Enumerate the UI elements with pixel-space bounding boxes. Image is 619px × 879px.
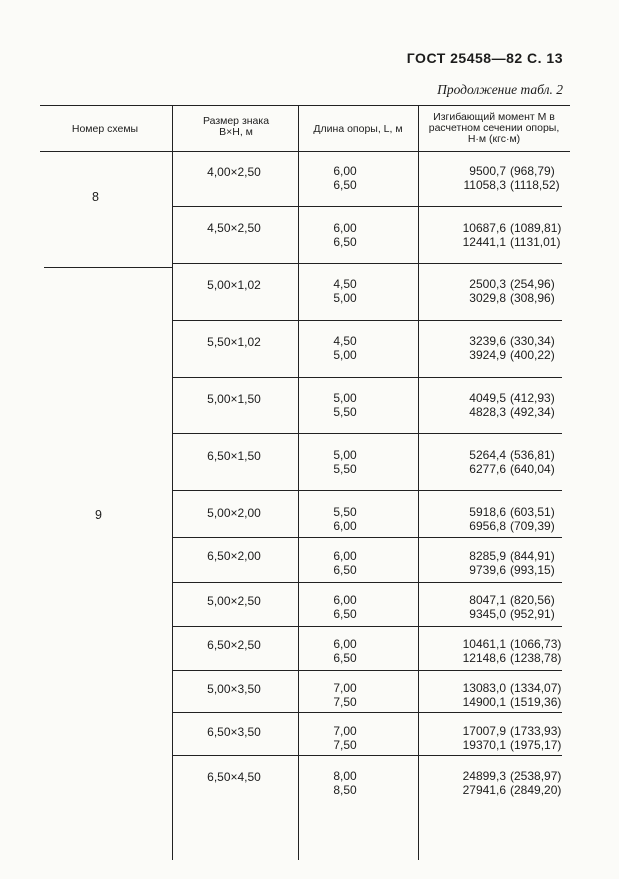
moment-cell: 4828,3 (469, 405, 506, 419)
moment-cell: 3029,8 (469, 291, 506, 305)
header-length: Длина опоры, L, м (313, 123, 403, 135)
moment-cell: 9345,0 (469, 607, 506, 621)
row-group-rule (172, 206, 562, 207)
moment-kgf-cell: (308,96) (510, 291, 555, 305)
moment-kgf-cell: (492,34) (510, 405, 555, 419)
moment-kgf-cell: (968,79) (510, 164, 555, 178)
moment-kgf-cell: (400,22) (510, 348, 555, 362)
moment-cell: 14900,1 (462, 695, 506, 709)
moment-cell: 8285,9 (469, 549, 506, 563)
length-cell: 7,00 (333, 681, 357, 695)
length-cell: 6,00 (333, 519, 357, 533)
size-cell: 5,50×1,02 (207, 335, 261, 349)
table-top-rule (40, 105, 570, 106)
length-cell: 6,00 (333, 221, 357, 235)
row-group-rule (172, 377, 562, 378)
row-group-rule (172, 755, 562, 756)
moment-kgf-cell: (952,91) (510, 607, 555, 621)
moment-kgf-cell: (536,81) (510, 448, 555, 462)
moment-kgf-cell: (844,91) (510, 549, 555, 563)
length-cell: 8,00 (333, 769, 357, 783)
size-cell: 5,00×2,50 (207, 594, 261, 608)
moment-cell: 6277,6 (469, 462, 506, 476)
moment-kgf-cell: (1118,52) (510, 178, 560, 192)
row-group-rule (172, 320, 562, 321)
moment-kgf-cell: (1975,17) (510, 738, 562, 752)
moment-kgf-cell: (820,56) (510, 593, 555, 607)
moment-cell: 12148,6 (462, 651, 506, 665)
moment-cell: 11058,3 (463, 178, 506, 192)
moment-cell: 3924,9 (469, 348, 506, 362)
size-cell: 6,50×1,50 (207, 449, 261, 463)
size-cell: 5,00×3,50 (207, 682, 261, 696)
standard-header: ГОСТ 25458—82 С. 13 (406, 50, 563, 66)
length-cell: 5,00 (333, 348, 357, 362)
moment-cell: 17007,9 (462, 724, 506, 738)
header-size: Размер знака B×H, м (202, 115, 270, 138)
moment-cell: 13083,0 (462, 681, 506, 695)
length-cell: 6,00 (333, 549, 357, 563)
size-cell: 6,50×2,00 (207, 549, 261, 563)
header-moment: Изгибающий момент M в расчетном сечении опоры, Н·м (кгс·м) (428, 111, 560, 145)
length-cell: 5,50 (333, 405, 357, 419)
length-cell: 6,50 (333, 235, 357, 249)
length-cell: 5,00 (333, 291, 357, 305)
size-cell: 5,00×2,00 (207, 506, 261, 520)
moment-cell: 5918,6 (469, 505, 506, 519)
length-cell: 5,00 (333, 391, 357, 405)
length-cell: 8,50 (333, 783, 357, 797)
table-continuation-label: Продолжение табл. 2 (437, 82, 563, 97)
row-group-rule (172, 490, 562, 491)
moment-cell: 3239,6 (469, 334, 506, 348)
size-cell: 4,50×2,50 (207, 221, 261, 235)
header-bottom-rule (40, 151, 570, 152)
moment-cell: 2500,3 (469, 277, 506, 291)
moment-kgf-cell: (1733,93) (510, 724, 562, 738)
length-cell: 5,50 (333, 462, 357, 476)
moment-cell: 8047,1 (469, 593, 506, 607)
moment-kgf-cell: (1131,01) (510, 235, 561, 249)
moment-cell: 5264,4 (469, 448, 506, 462)
column-divider-2 (298, 105, 299, 860)
length-cell: 5,00 (333, 448, 357, 462)
scheme-divider-rule (44, 267, 172, 268)
moment-kgf-cell: (709,39) (510, 519, 555, 533)
row-group-rule (172, 712, 562, 713)
row-group-rule (172, 263, 562, 264)
row-group-rule (172, 670, 562, 671)
column-divider-1 (172, 105, 173, 860)
size-cell: 6,50×4,50 (207, 770, 261, 784)
size-cell: 4,00×2,50 (207, 165, 261, 179)
length-cell: 6,00 (333, 637, 357, 651)
length-cell: 6,50 (333, 607, 357, 621)
length-cell: 6,50 (333, 651, 357, 665)
moment-kgf-cell: (330,34) (510, 334, 555, 348)
moment-cell: 9500,7 (469, 164, 506, 178)
moment-cell: 6956,8 (469, 519, 506, 533)
header-scheme: Номер схемы (71, 123, 139, 135)
length-cell: 6,00 (333, 593, 357, 607)
length-cell: 7,00 (333, 724, 357, 738)
row-group-rule (172, 582, 562, 583)
scheme-label: 8 (92, 190, 99, 204)
length-cell: 4,50 (333, 277, 357, 291)
row-group-rule (172, 537, 562, 538)
moment-cell: 27941,6 (462, 783, 506, 797)
scheme-label: 9 (95, 508, 102, 522)
moment-cell: 4049,5 (469, 391, 506, 405)
moment-cell: 10461,1 (462, 637, 506, 651)
length-cell: 4,50 (333, 334, 357, 348)
moment-cell: 10687,6 (462, 221, 506, 235)
moment-cell: 19370,1 (462, 738, 506, 752)
moment-kgf-cell: (1238,78) (510, 651, 562, 665)
length-cell: 6,00 (333, 164, 357, 178)
moment-kgf-cell: (603,51) (510, 505, 555, 519)
length-cell: 5,50 (333, 505, 357, 519)
moment-kgf-cell: (1066,73) (510, 637, 562, 651)
size-cell: 5,00×1,50 (207, 392, 261, 406)
row-group-rule (172, 626, 562, 627)
size-cell: 6,50×2,50 (207, 638, 261, 652)
moment-cell: 12441,1 (462, 235, 506, 249)
row-group-rule (172, 433, 562, 434)
moment-kgf-cell: (1519,36) (510, 695, 562, 709)
size-cell: 5,00×1,02 (207, 278, 261, 292)
moment-kgf-cell: (412,93) (510, 391, 555, 405)
moment-cell: 9739,6 (469, 563, 506, 577)
size-cell: 6,50×3,50 (207, 725, 261, 739)
length-cell: 6,50 (333, 178, 357, 192)
length-cell: 6,50 (333, 563, 357, 577)
moment-cell: 24899,3 (462, 769, 506, 783)
moment-kgf-cell: (2538,97) (510, 769, 562, 783)
moment-kgf-cell: (2849,20) (510, 783, 562, 797)
length-cell: 7,50 (333, 695, 357, 709)
moment-kgf-cell: (993,15) (510, 563, 555, 577)
moment-kgf-cell: (254,96) (510, 277, 555, 291)
moment-kgf-cell: (1089,81) (510, 221, 562, 235)
moment-kgf-cell: (640,04) (510, 462, 555, 476)
moment-kgf-cell: (1334,07) (510, 681, 562, 695)
length-cell: 7,50 (333, 738, 357, 752)
